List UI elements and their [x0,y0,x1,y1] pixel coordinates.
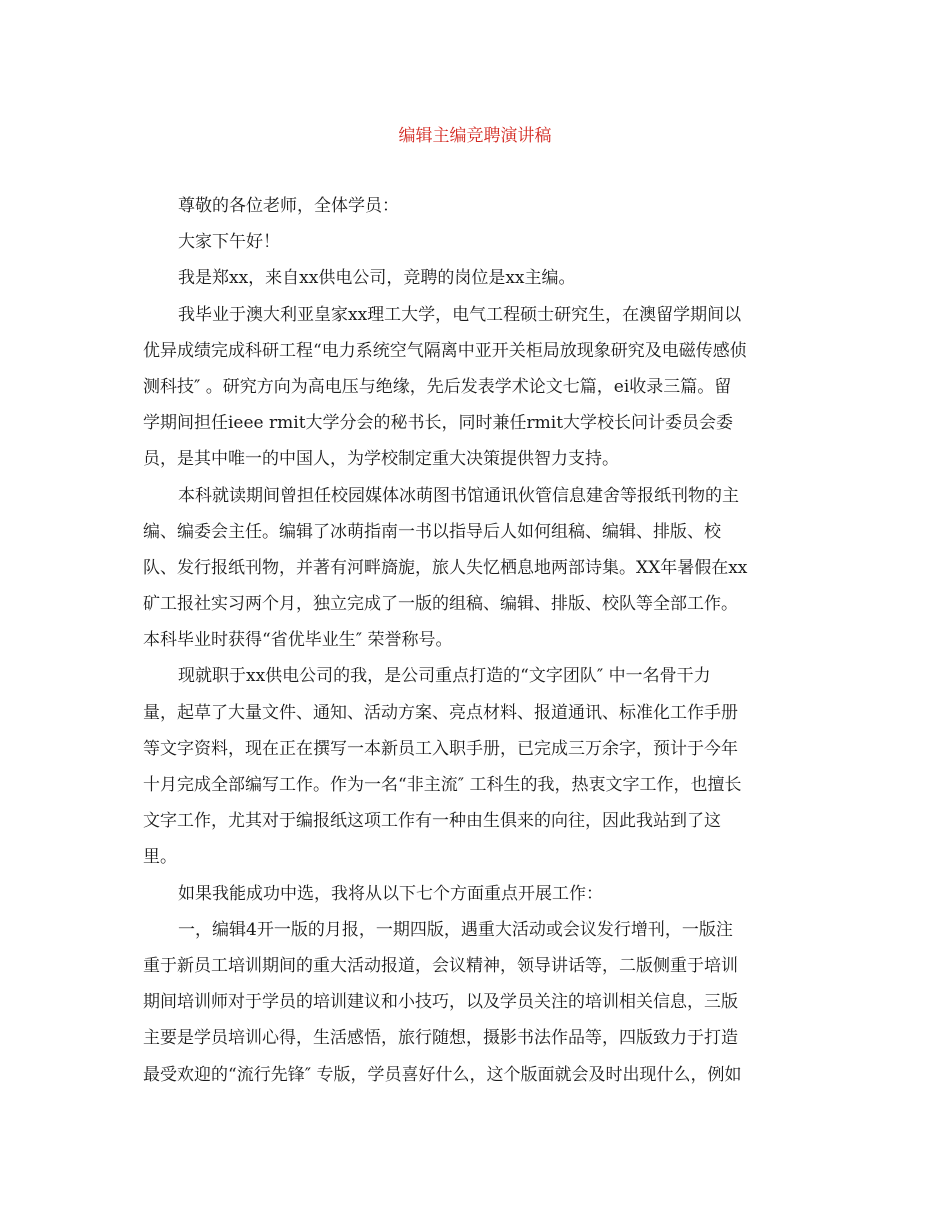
text-line: 如果我能成功中选，我将从以下七个方面重点开展工作： [178,883,603,904]
document-title: 编辑主编竞聘演讲稿 [398,126,552,146]
text-line: 员，是其中唯一的中国人，为学校制定重大决策提供智力支持。 [143,449,619,470]
text-line: 量，起草了大量文件、通知、活动方案、亮点材料、报道通讯、标准化工作手册 [143,702,738,723]
text-line: 矿工报社实习两个月，独立完成了一版的组稿、编辑、排版、校队等全部工作。 [143,594,738,615]
text-line: 期间培训师对于学员的培训建议和小技巧，以及学员关注的培训相关信息，三版 [143,992,738,1013]
text-line: 等文字资料，现在正在撰写一本新员工入职手册，已完成三万余字，预计于今年 [143,738,738,759]
text-line: 里。 [143,847,177,868]
text-line: 尊敬的各位老师，全体学员： [178,196,399,216]
text-line: 我毕业于澳大利亚皇家xx理工大学，电气工程硕士研究生，在澳留学期间以 [178,304,742,325]
text-line: 学期间担任ieee rmit大学分会的秘书长，同时兼任rmit大学校长问计委员会委 [143,413,734,434]
document-body [143,188,803,1093]
text-line: 本科就读期间曾担任校园媒体冰萌图书馆通讯伙管信息建舍等报纸刊物的主 [178,485,739,506]
text-line: 优异成绩完成科研工程“电力系统空气隔离中亚开关柜局放现象研究及电磁传感侦 [143,340,747,361]
text-line: 测科技″ 。研究方向为高电压与绝缘，先后发表学术论文七篇，ei收录三篇。留 [143,376,732,397]
text-line: 大家下午好！ [178,232,280,253]
text-line: 文字工作，尤其对于编报纸这项工作有一种由生俱来的向往，因此我站到了这 [143,811,721,832]
text-line: 编、编委会主任。编辑了冰萌指南一书以指导后人如何组稿、编辑、排版、校 [143,521,721,542]
text-line: 现就职于xx供电公司的我，是公司重点打造的“文字团队″ 中一名骨干力 [178,666,711,687]
text-line: 本科毕业时获得“省优毕业生″ 荣誉称号。 [143,630,453,651]
text-line: 最受欢迎的“流行先锋″ 专版，学员喜好什么，这个版面就会及时出现什么，例如 [143,1064,742,1085]
text-line: 主要是学员培训心得，生活感悟，旅行随想，摄影书法作品等，四版致力于打造 [143,1028,738,1049]
text-line: 队、发行报纸刊物，并著有河畔旖旎，旅人失忆栖息地两部诗集。XX年暑假在xx [143,557,748,578]
text-line: 我是郑xx，来自xx供电公司，竞聘的岗位是xx主编。 [178,268,576,289]
text-line: 十月完成全部编写工作。作为一名“非主流″ 工科生的我，热衷文字工作，也擅长 [143,775,742,795]
text-line: 一，编辑4开一版的月报，一期四版，遇重大活动或会议发行增刊，一版注 [178,919,733,940]
text-line: 重于新员工培训期间的重大活动报道，会议精神，领导讲话等，二版侧重于培训 [143,955,738,976]
